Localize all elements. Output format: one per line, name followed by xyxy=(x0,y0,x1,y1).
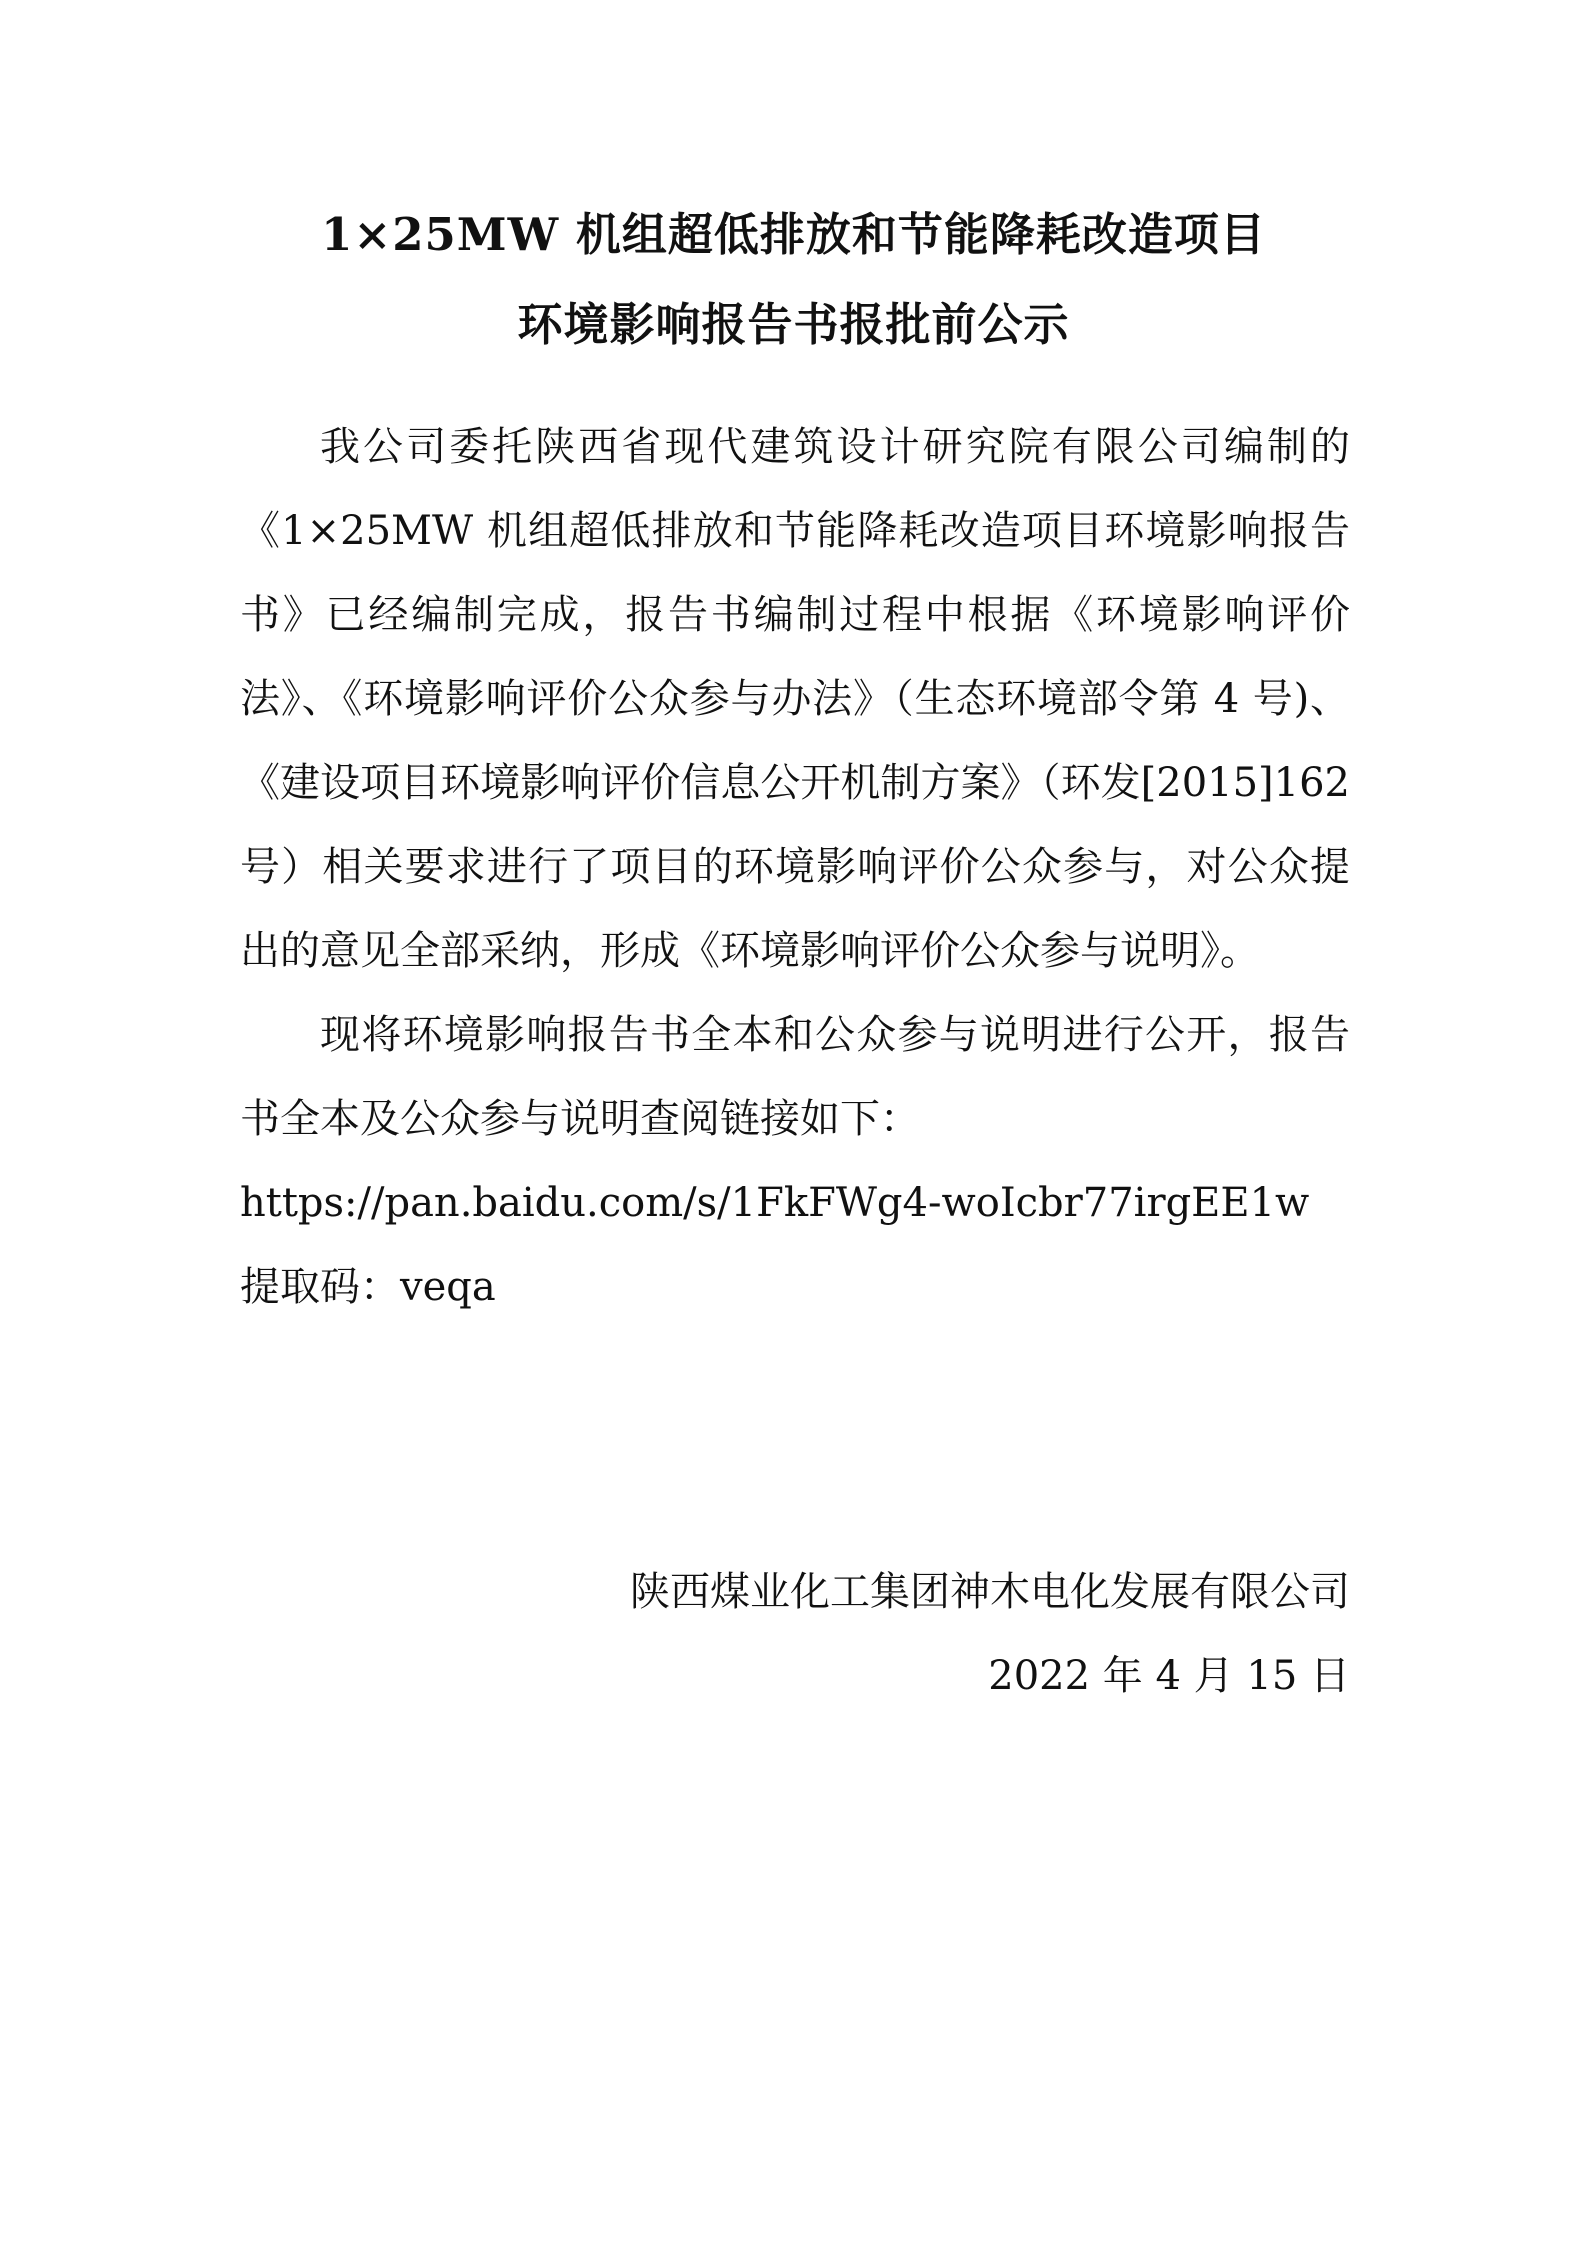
document-body xyxy=(240,405,1350,1329)
extraction-code: 提取码：veqa xyxy=(240,1264,496,1310)
body-paragraph-2: 现将环境影响报告书全本和公众参与说明进行公开，报告书全本及公众参与说明查阅链接如下： xyxy=(240,1012,1350,1142)
company-name: 陕西煤业化工集团神木电化发展有限公司 xyxy=(630,1569,1350,1615)
title-line-2: 环境影响报告书报批前公示 xyxy=(517,298,1070,351)
document-date: 2022 年 4 月 15 日 xyxy=(988,1653,1350,1699)
document-title xyxy=(0,190,1587,370)
download-link[interactable]: https://pan.baidu.com/s/1FkFWg4-woIcbr77irgEE1w xyxy=(240,1180,1310,1226)
body-paragraph-1: 我公司委托陕西省现代建筑设计研究院有限公司编制的《1×25MW 机组超低排放和节能降耗改造项目环境影响报告书》已经编制完成，报告书编制过程中根据《环境影响评价法》、《环境影响评价公众参与办法》（生态环境部令第 4 号)、《建设项目环境影响评价信息公开机制方案》（环发[2015]162 号）相关要求进行了项目的环境影响评价公众参与，对公众提出的意见全部采纳，形成《环境影响评价公众参与说明》。 xyxy=(240,424,1350,974)
signature-block xyxy=(630,1550,1350,1718)
title-line-1: 1×25MW 机组超低排放和节能降耗改造项目 xyxy=(321,208,1266,261)
